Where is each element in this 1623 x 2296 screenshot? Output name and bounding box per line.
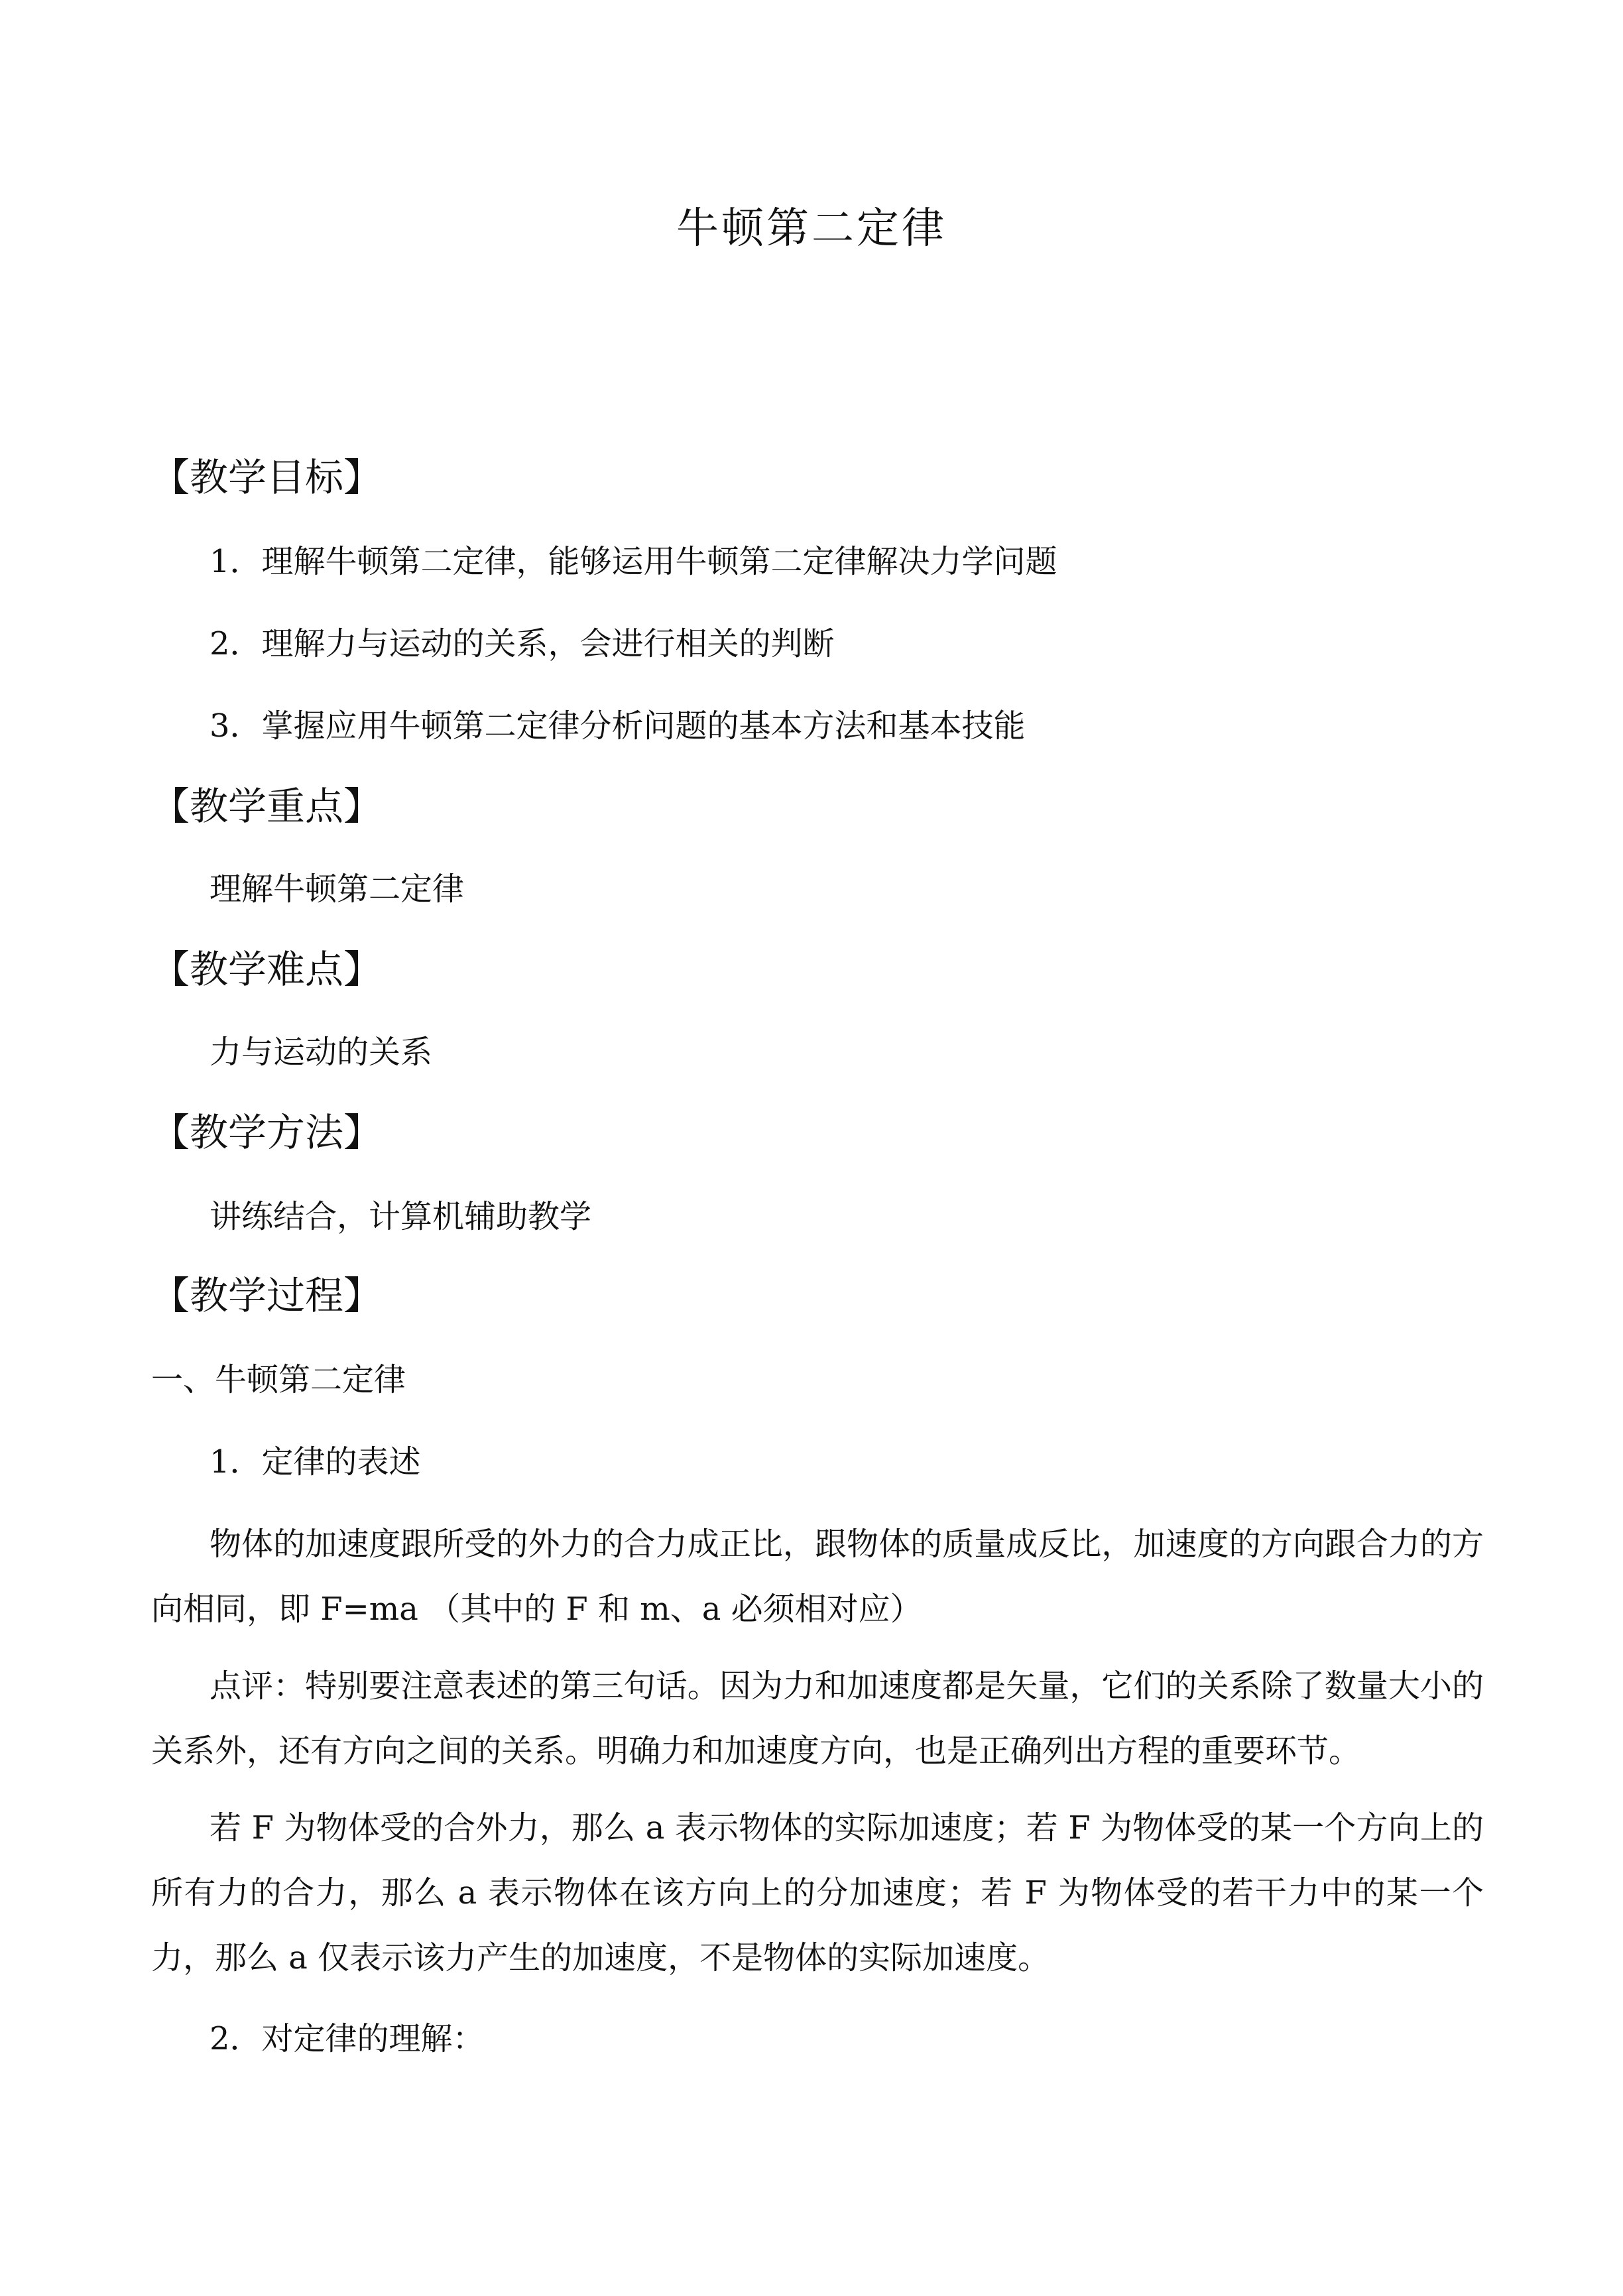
paragraph-commentary: 点评：特别要注意表述的第三句话。因为力和加速度都是矢量，它们的关系除了数量大小的关系外，还有方向之间的关系。明确力和加速度方向，也是正确列出方程的重要环节。 (151, 1667, 1484, 1770)
paragraph-law-statement: 物体的加速度跟所受的外力的合力成正比，跟物体的质量成反比，加速度的方向跟合力的方向相同，即 F=ma （其中的 F 和 m、a 必须相对应） (151, 1526, 1484, 1628)
objective-item-3: 3．掌握应用牛顿第二定律分析问题的基本方法和基本技能 (210, 707, 1026, 745)
heading-key-points: 【教学重点】 (151, 784, 383, 829)
heading-process: 【教学过程】 (151, 1273, 383, 1318)
objective-item-1: 1．理解牛顿第二定律，能够运用牛顿第二定律解决力学问题 (210, 543, 1057, 580)
section-1-title: 一、牛顿第二定律 (151, 1361, 406, 1398)
paragraph-force-acceleration: 若 F 为物体受的合外力，那么 a 表示物体的实际加速度；若 F 为物体受的某一个方向上的所有力的合力，那么 a 表示物体在该方向上的分加速度；若 F 为物体受的若干力中的某一个力，那么 a 仅表示该力产生的加速度，不是物体的实际加速度。 (151, 1809, 1484, 1976)
heading-methods: 【教学方法】 (151, 1110, 383, 1155)
subsection-2-title: 2．对定律的理解： (210, 2020, 485, 2057)
objective-item-2: 2．理解力与运动的关系，会进行相关的判断 (210, 625, 835, 662)
methods-text: 讲练结合，计算机辅助教学 (210, 1198, 592, 1235)
difficulties-text: 力与运动的关系 (210, 1034, 433, 1071)
heading-difficulties: 【教学难点】 (151, 947, 383, 992)
document-title: 牛顿第二定律 (676, 204, 947, 253)
subsection-1-title: 1．定律的表述 (210, 1443, 421, 1480)
key-points-text: 理解牛顿第二定律 (210, 871, 465, 908)
heading-objectives: 【教学目标】 (151, 455, 383, 500)
